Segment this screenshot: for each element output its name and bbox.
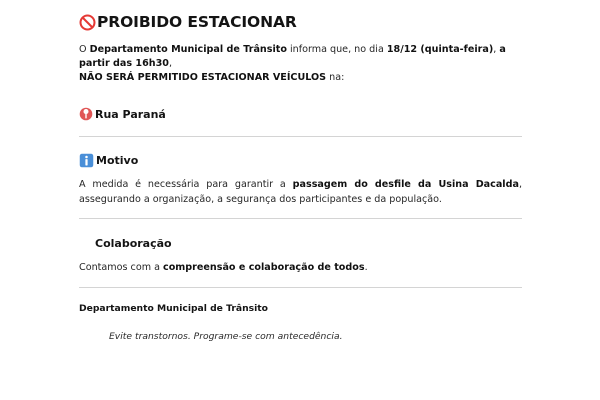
motivo-text: A medida é necessária para garantir a (79, 179, 293, 190)
motivo-heading: Motivo (96, 153, 139, 167)
info-icon (79, 153, 94, 168)
motivo-paragraph (79, 177, 522, 207)
divider (79, 287, 522, 288)
colaboracao-paragraph (79, 261, 522, 275)
divider (79, 136, 522, 137)
colaboracao-heading: Colaboração (95, 237, 172, 250)
prohibited-icon (79, 14, 96, 31)
page-title: PROIBIDO ESTACIONAR (97, 13, 297, 31)
intro-text: , (493, 44, 500, 55)
footer-note: Evite transtornos. Programe-se com antecedência. (109, 331, 343, 342)
intro-department: Departamento Municipal de Trânsito (89, 44, 287, 55)
motivo-event: passagem do desfile da Usina Dacalda (292, 179, 519, 190)
divider (79, 218, 522, 219)
intro-text: na: (326, 72, 345, 83)
intro-paragraph (79, 43, 522, 85)
colaboracao-emphasis: compreensão e colaboração de todos (163, 262, 365, 273)
signature-department: Departamento Municipal de Trânsito (79, 303, 268, 314)
motivo-heading-row (79, 151, 522, 169)
intro-text: O (79, 44, 90, 55)
street-name: Rua Paraná (95, 107, 166, 121)
intro-text: , (168, 58, 173, 69)
pin-icon (79, 107, 93, 121)
colaboracao-text: Contamos com a (79, 262, 164, 273)
motivo-text: , assegurando a organização, a segurança dos participantes e da população. (79, 179, 522, 205)
intro-date: 18/12 (quinta-feira) (386, 44, 494, 55)
intro-text: informa que, no dia (286, 44, 387, 55)
street-row (79, 105, 522, 123)
notice-content (79, 10, 522, 344)
intro-time: a partir das 16h30 (79, 44, 506, 69)
intro-restriction: NÃO SERÁ PERMITIDO ESTACIONAR VEÍCULOS (79, 72, 327, 83)
title-row (79, 10, 522, 34)
colaboracao-text: . (364, 262, 368, 273)
